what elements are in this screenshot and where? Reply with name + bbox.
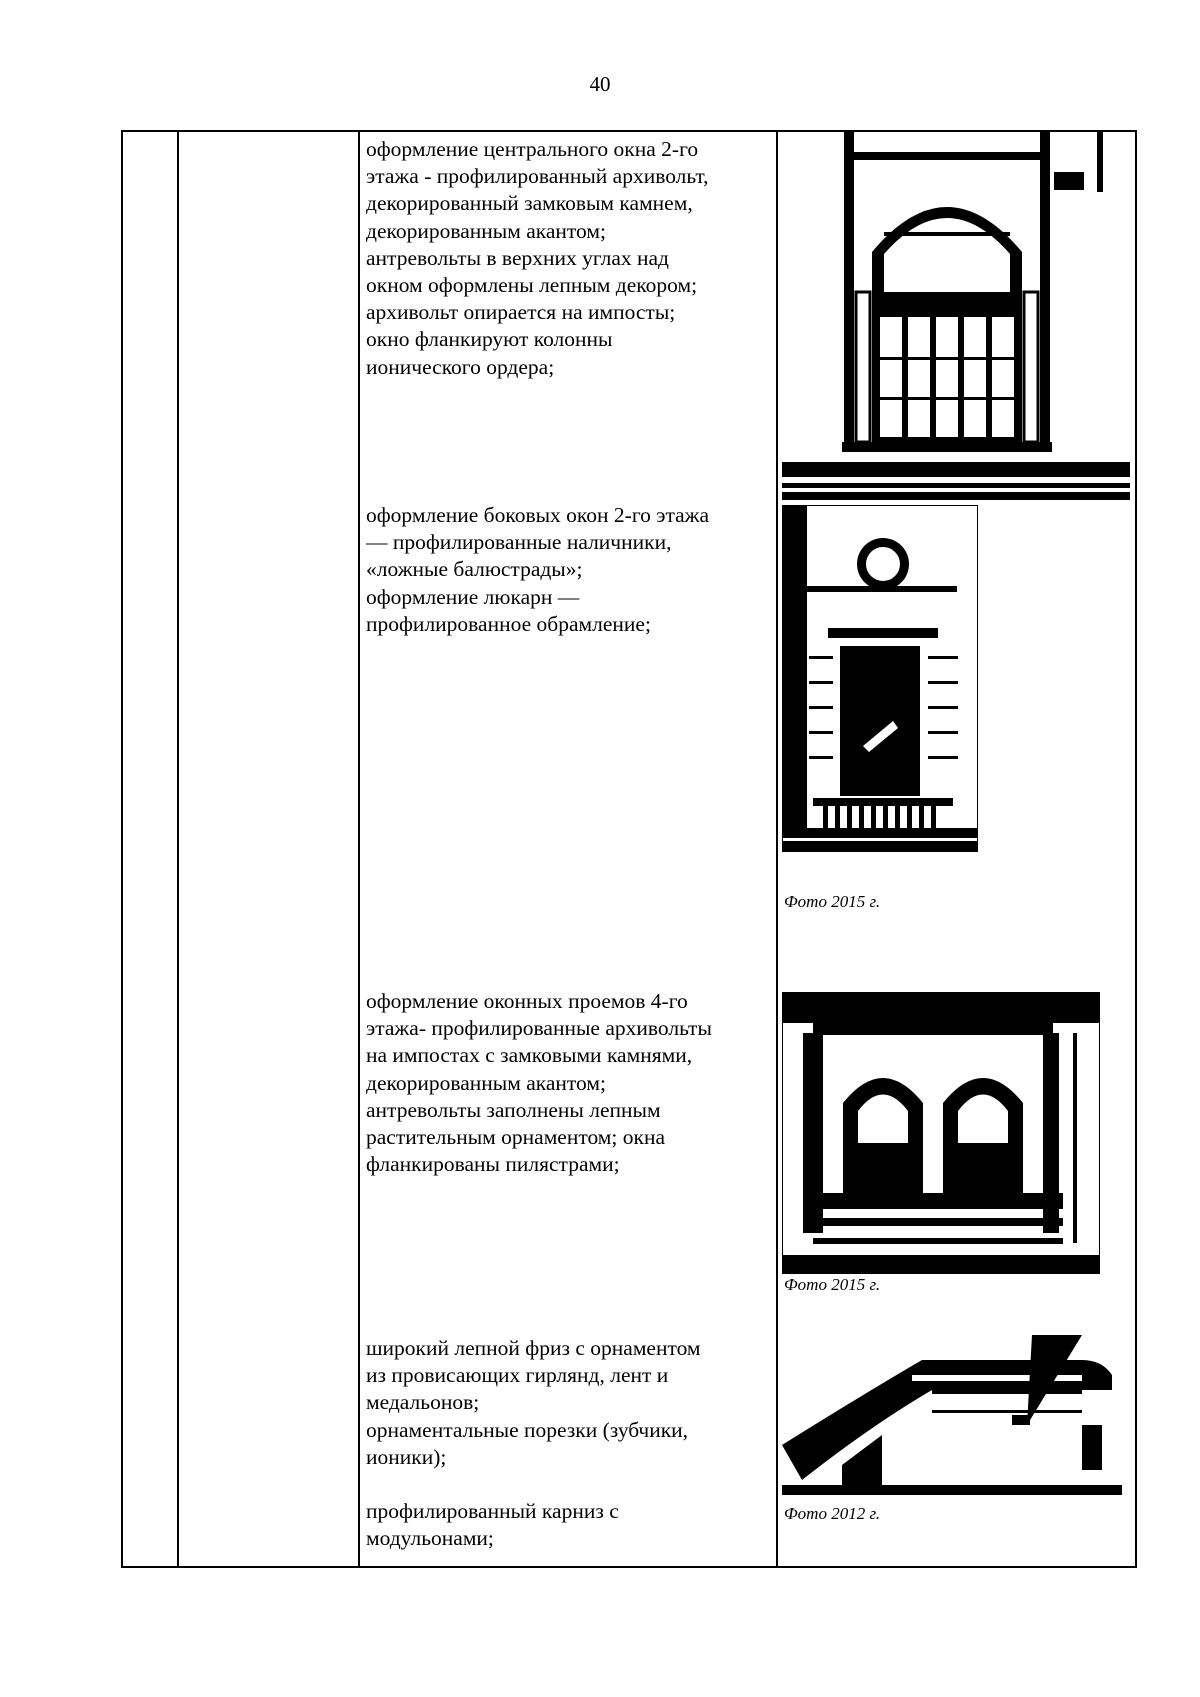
row-1-photo-caption: Фото 2013 г. <box>784 460 881 479</box>
row-4-description <box>366 1335 766 1553</box>
row-2-photo-caption: Фото 2015 г. <box>784 892 881 911</box>
description-line: оформление центрального окна 2-го <box>366 137 699 161</box>
description-line: профилированный карниз с <box>366 1499 619 1524</box>
photo-cornice-frieze <box>782 1335 1122 1495</box>
description-line: оформление боковых окон 2-го этажа <box>366 503 710 527</box>
description-line: оформление люкарн — <box>366 584 580 609</box>
description-line: на импостах с замковыми камнями, <box>366 1043 693 1068</box>
description-line: ионики); <box>366 1444 447 1469</box>
description-line: орнаментальные порезки (зубчики, <box>366 1417 689 1442</box>
table-bottom-border <box>121 1566 1137 1568</box>
photo-fourth-floor-windows <box>782 992 1100 1274</box>
description-line: этажа - профилированный архивольт, <box>366 164 709 189</box>
description-line: этажа- профилированные архивольты <box>366 1016 712 1041</box>
description-line: ионического ордера; <box>366 354 555 379</box>
description-line: декорированный замковым камнем, <box>366 191 693 216</box>
page-number: 40 <box>589 72 611 96</box>
description-line: модульонами; <box>366 1526 494 1551</box>
row-4-photo-caption: Фото 2012 г. <box>784 1504 881 1523</box>
description-line: профилированное обрамление; <box>366 611 651 636</box>
description-line: широкий лепной фриз с орнаментом <box>366 1336 701 1360</box>
description-line: — профилированные наличники, <box>366 530 672 555</box>
row-3-photo-caption: Фото 2015 г. <box>784 1275 881 1294</box>
description-line: растительным орнаментом; окна <box>366 1125 665 1150</box>
table-right-border <box>1135 130 1137 1568</box>
description-line: декорированным акантом; <box>366 218 606 243</box>
row-2-description <box>366 502 766 638</box>
description-line: окно фланкируют колонны <box>366 327 613 352</box>
row-1-description <box>366 136 766 381</box>
table-left-border <box>121 130 123 1568</box>
photo-side-window <box>782 505 978 852</box>
description-line: антревольты в верхних углах над <box>366 245 669 270</box>
description-line: медальонов; <box>366 1390 480 1415</box>
description-line <box>366 1471 766 1498</box>
column-divider-3 <box>776 130 778 1568</box>
description-line: декорированным акантом; <box>366 1070 606 1095</box>
description-line: из провисающих гирлянд, лент и <box>366 1363 669 1388</box>
description-line: фланкированы пилястрами; <box>366 1152 620 1177</box>
description-line: окном оформлены лепным декором; <box>366 273 698 298</box>
description-line: антревольты заполнены лепным <box>366 1097 661 1122</box>
row-3-description <box>366 988 766 1178</box>
description-line: «ложные балюстрады»; <box>366 557 583 582</box>
heritage-table <box>121 130 1137 1568</box>
description-line: архивольт опирается на импосты; <box>366 300 676 325</box>
photo-central-window <box>782 132 1130 500</box>
column-divider-1 <box>177 130 179 1568</box>
description-line: оформление оконных проемов 4-го <box>366 989 688 1013</box>
column-divider-2 <box>358 130 360 1568</box>
